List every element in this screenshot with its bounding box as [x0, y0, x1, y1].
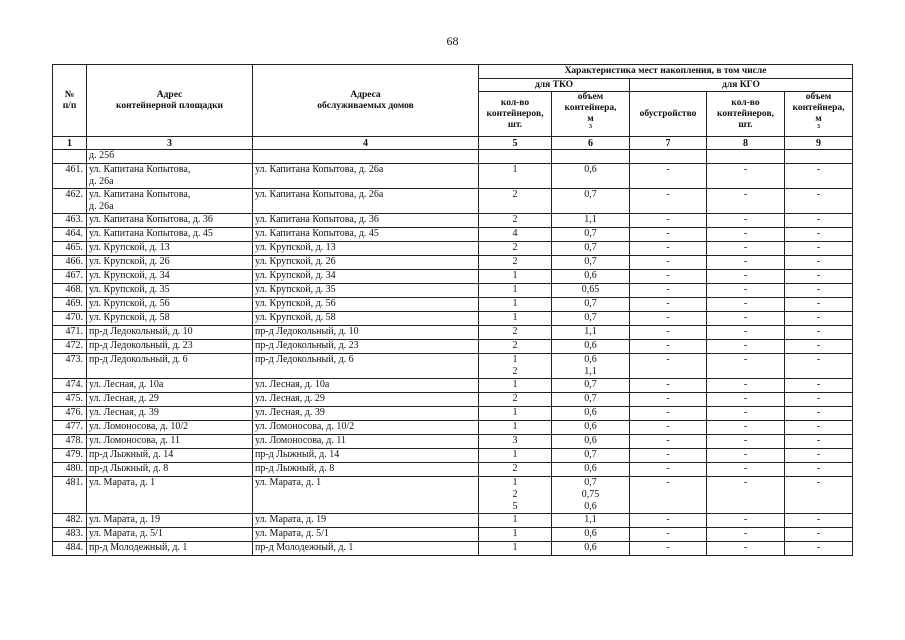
tko-container-volume: 0,7 — [552, 298, 630, 312]
arrangement: - — [630, 340, 707, 354]
tko-container-count: 2 — [479, 256, 552, 270]
tko-container-count: 2 — [479, 189, 552, 214]
tko-container-volume: 0,6 — [552, 435, 630, 449]
kgo-container-count: - — [707, 379, 785, 393]
table-row — [53, 379, 853, 393]
kgo-container-count: - — [707, 228, 785, 242]
arrangement: - — [630, 421, 707, 435]
row-number: 470. — [53, 312, 87, 326]
tko-container-volume: 0,7 — [552, 449, 630, 463]
tko-container-volume: 0,6 — [552, 463, 630, 477]
served-houses: пр-д Лыжный, д. 14 — [253, 449, 479, 463]
served-houses: ул. Марата, д. 19 — [253, 514, 479, 528]
column-number: 7 — [630, 137, 707, 150]
tko-container-volume — [552, 150, 630, 164]
container-site-address: ул. Лесная, д. 10а — [87, 379, 253, 393]
table-row — [53, 256, 853, 270]
table-row — [53, 449, 853, 463]
table-row — [53, 228, 853, 242]
kgo-container-volume: - — [785, 528, 853, 542]
row-number: 476. — [53, 407, 87, 421]
arrangement: - — [630, 379, 707, 393]
kgo-container-volume: - — [785, 242, 853, 256]
container-site-address: пр-д Ледокольный, д. 23 — [87, 340, 253, 354]
tko-container-count: 1 — [479, 514, 552, 528]
tko-container-volume: 0,7 — [552, 393, 630, 407]
table-row — [53, 354, 853, 379]
served-houses: ул. Крупской, д. 35 — [253, 284, 479, 298]
container-site-address: пр-д Лыжный, д. 14 — [87, 449, 253, 463]
served-houses: ул. Капитана Копытова, д. 36 — [253, 214, 479, 228]
column-number: 1 — [53, 137, 87, 150]
table-row — [53, 421, 853, 435]
table-row — [53, 407, 853, 421]
served-houses: ул. Капитана Копытова, д. 26а — [253, 164, 479, 189]
row-number: 477. — [53, 421, 87, 435]
tko-container-volume: 0,7 — [552, 256, 630, 270]
kgo-container-count: - — [707, 312, 785, 326]
container-site-address: ул. Капитана Копытова, д. 26а — [87, 189, 253, 214]
row-number: 463. — [53, 214, 87, 228]
arrangement: - — [630, 312, 707, 326]
column-number: 8 — [707, 137, 785, 150]
kgo-container-count: - — [707, 189, 785, 214]
row-number: 479. — [53, 449, 87, 463]
kgo-container-volume: - — [785, 393, 853, 407]
kgo-container-count: - — [707, 407, 785, 421]
served-houses: пр-д Ледокольный, д. 23 — [253, 340, 479, 354]
served-houses: пр-д Молодежный, д. 1 — [253, 542, 479, 556]
kgo-container-volume: - — [785, 284, 853, 298]
arrangement: - — [630, 542, 707, 556]
tko-container-volume: 0,6 — [552, 164, 630, 189]
kgo-container-volume: - — [785, 164, 853, 189]
served-houses: ул. Марата, д. 5/1 — [253, 528, 479, 542]
served-houses: ул. Лесная, д. 29 — [253, 393, 479, 407]
tko-container-count: 1 — [479, 379, 552, 393]
kgo-container-count — [707, 150, 785, 164]
tko-container-count: 1 — [479, 528, 552, 542]
kgo-container-volume: - — [785, 298, 853, 312]
kgo-container-volume: - — [785, 421, 853, 435]
row-number — [53, 150, 87, 164]
container-site-address: пр-д Ледокольный, д. 6 — [87, 354, 253, 379]
kgo-container-count: - — [707, 256, 785, 270]
arrangement: - — [630, 164, 707, 189]
row-number: 472. — [53, 340, 87, 354]
kgo-container-volume: - — [785, 407, 853, 421]
tko-container-count: 4 — [479, 228, 552, 242]
row-number: 483. — [53, 528, 87, 542]
tko-container-volume: 1,1 — [552, 514, 630, 528]
table-row — [53, 477, 853, 514]
header-group-kgo: для КГО — [630, 79, 853, 92]
container-site-address: ул. Капитана Копытова, д. 36 — [87, 214, 253, 228]
row-number: 464. — [53, 228, 87, 242]
kgo-container-count: - — [707, 393, 785, 407]
arrangement: - — [630, 189, 707, 214]
tko-container-count: 1 — [479, 449, 552, 463]
container-site-address: ул. Капитана Копытова, д. 45 — [87, 228, 253, 242]
tko-container-count — [479, 150, 552, 164]
column-number: 5 — [479, 137, 552, 150]
row-number: 480. — [53, 463, 87, 477]
row-number: 482. — [53, 514, 87, 528]
row-number: 462. — [53, 189, 87, 214]
row-number: 468. — [53, 284, 87, 298]
container-site-address: ул. Марата, д. 5/1 — [87, 528, 253, 542]
tko-container-count: 1 — [479, 407, 552, 421]
header-tko-volume: объем контейнера, м $^3$ — [552, 92, 630, 137]
table-row — [53, 393, 853, 407]
row-number: 473. — [53, 354, 87, 379]
tko-container-count: 1 2 5 — [479, 477, 552, 514]
kgo-container-volume: - — [785, 514, 853, 528]
row-number: 474. — [53, 379, 87, 393]
kgo-container-count: - — [707, 326, 785, 340]
kgo-container-volume — [785, 150, 853, 164]
row-number: 475. — [53, 393, 87, 407]
header-kgo-count: кол-во контейнеров, шт. — [707, 92, 785, 137]
tko-container-volume: 0,6 1,1 — [552, 354, 630, 379]
column-number: 3 — [87, 137, 253, 150]
arrangement — [630, 150, 707, 164]
table-row — [53, 284, 853, 298]
row-number: 478. — [53, 435, 87, 449]
table-row — [53, 528, 853, 542]
served-houses: ул. Лесная, д. 39 — [253, 407, 479, 421]
table-row — [53, 340, 853, 354]
tko-container-count: 1 — [479, 542, 552, 556]
tko-container-volume: 0,7 — [552, 312, 630, 326]
tko-container-volume: 1,1 — [552, 214, 630, 228]
kgo-container-count: - — [707, 284, 785, 298]
kgo-container-volume: - — [785, 228, 853, 242]
kgo-container-volume: - — [785, 463, 853, 477]
arrangement: - — [630, 528, 707, 542]
served-houses: ул. Ломоносова, д. 11 — [253, 435, 479, 449]
arrangement: - — [630, 393, 707, 407]
tko-container-count: 2 — [479, 242, 552, 256]
tko-container-volume: 0,7 — [552, 242, 630, 256]
container-site-address: ул. Крупской, д. 13 — [87, 242, 253, 256]
container-site-address: ул. Марата, д. 1 — [87, 477, 253, 514]
header-group-title: Характеристика мест накопления, в том числе — [479, 65, 853, 79]
served-houses: ул. Марата, д. 1 — [253, 477, 479, 514]
header-group-tko: для ТКО — [479, 79, 630, 92]
container-site-address: пр-д Молодежный, д. 1 — [87, 542, 253, 556]
tko-container-count: 3 — [479, 435, 552, 449]
kgo-container-count: - — [707, 463, 785, 477]
tko-container-count: 1 — [479, 270, 552, 284]
row-number: 466. — [53, 256, 87, 270]
container-site-address: ул. Ломоносова, д. 11 — [87, 435, 253, 449]
container-site-address: д. 25б — [87, 150, 253, 164]
arrangement: - — [630, 214, 707, 228]
container-site-address: пр-д Ледокольный, д. 10 — [87, 326, 253, 340]
table-row — [53, 514, 853, 528]
row-number: 481. — [53, 477, 87, 514]
container-site-address: ул. Крупской, д. 56 — [87, 298, 253, 312]
header-arrangement: обустройство — [630, 92, 707, 137]
kgo-container-volume: - — [785, 326, 853, 340]
column-number: 9 — [785, 137, 853, 150]
header-num: № п/п — [53, 65, 87, 137]
container-site-address: ул. Крупской, д. 58 — [87, 312, 253, 326]
tko-container-volume: 0,6 — [552, 407, 630, 421]
tko-container-volume: 0,7 — [552, 379, 630, 393]
arrangement: - — [630, 326, 707, 340]
kgo-container-volume: - — [785, 340, 853, 354]
container-site-address: ул. Крупской, д. 34 — [87, 270, 253, 284]
arrangement: - — [630, 449, 707, 463]
page-number: 68 — [446, 34, 459, 48]
kgo-container-volume: - — [785, 214, 853, 228]
container-site-address: ул. Крупской, д. 26 — [87, 256, 253, 270]
served-houses: пр-д Ледокольный, д. 6 — [253, 354, 479, 379]
served-houses: ул. Крупской, д. 13 — [253, 242, 479, 256]
tko-container-count: 2 — [479, 214, 552, 228]
tko-container-count: 1 2 — [479, 354, 552, 379]
served-houses — [253, 150, 479, 164]
served-houses: ул. Крупской, д. 56 — [253, 298, 479, 312]
kgo-container-count: - — [707, 435, 785, 449]
served-houses: пр-д Лыжный, д. 8 — [253, 463, 479, 477]
tko-container-volume: 0,7 — [552, 189, 630, 214]
arrangement: - — [630, 354, 707, 379]
kgo-container-count: - — [707, 514, 785, 528]
tko-container-count: 1 — [479, 284, 552, 298]
table-row — [53, 542, 853, 556]
container-site-address: ул. Лесная, д. 39 — [87, 407, 253, 421]
kgo-container-count: - — [707, 449, 785, 463]
container-site-address: ул. Капитана Копытова, д. 26а — [87, 164, 253, 189]
container-site-address: пр-д Лыжный, д. 8 — [87, 463, 253, 477]
arrangement: - — [630, 477, 707, 514]
served-houses: ул. Крупской, д. 34 — [253, 270, 479, 284]
kgo-container-count: - — [707, 270, 785, 284]
row-number: 465. — [53, 242, 87, 256]
kgo-container-count: - — [707, 242, 785, 256]
tko-container-volume: 0,65 — [552, 284, 630, 298]
tko-container-volume: 0,6 — [552, 542, 630, 556]
arrangement: - — [630, 463, 707, 477]
kgo-container-volume: - — [785, 542, 853, 556]
kgo-container-volume: - — [785, 435, 853, 449]
kgo-container-count: - — [707, 298, 785, 312]
header-houses: Адреса обслуживаемых домов — [253, 65, 479, 137]
served-houses: ул. Капитана Копытова, д. 26а — [253, 189, 479, 214]
kgo-container-count: - — [707, 214, 785, 228]
served-houses: ул. Крупской, д. 26 — [253, 256, 479, 270]
table-row — [53, 326, 853, 340]
container-site-address: ул. Лесная, д. 29 — [87, 393, 253, 407]
table-row — [53, 270, 853, 284]
table-row — [53, 312, 853, 326]
tko-container-count: 2 — [479, 463, 552, 477]
kgo-container-volume: - — [785, 354, 853, 379]
tko-container-count: 2 — [479, 393, 552, 407]
kgo-container-count: - — [707, 542, 785, 556]
arrangement: - — [630, 514, 707, 528]
tko-container-count: 1 — [479, 298, 552, 312]
arrangement: - — [630, 407, 707, 421]
header-kgo-volume: объем контейнера, м $^3$ — [785, 92, 853, 137]
header-address: Адрес контейнерной площадки — [87, 65, 253, 137]
column-number: 4 — [253, 137, 479, 150]
column-number: 6 — [552, 137, 630, 150]
container-site-address: ул. Марата, д. 19 — [87, 514, 253, 528]
kgo-container-volume: - — [785, 477, 853, 514]
table-row — [53, 435, 853, 449]
served-houses: ул. Крупской, д. 58 — [253, 312, 479, 326]
table-row — [53, 189, 853, 214]
kgo-container-volume: - — [785, 379, 853, 393]
served-houses: пр-д Ледокольный, д. 10 — [253, 326, 479, 340]
arrangement: - — [630, 270, 707, 284]
kgo-container-count: - — [707, 354, 785, 379]
container-site-address: ул. Крупской, д. 35 — [87, 284, 253, 298]
kgo-container-count: - — [707, 421, 785, 435]
kgo-container-count: - — [707, 340, 785, 354]
row-number: 469. — [53, 298, 87, 312]
kgo-container-volume: - — [785, 449, 853, 463]
tko-container-count: 1 — [479, 312, 552, 326]
served-houses: ул. Капитана Копытова, д. 45 — [253, 228, 479, 242]
arrangement: - — [630, 228, 707, 242]
table-row — [53, 242, 853, 256]
row-number: 467. — [53, 270, 87, 284]
container-site-address: ул. Ломоносова, д. 10/2 — [87, 421, 253, 435]
table-row — [53, 150, 853, 164]
header-tko-count: кол-во контейнеров, шт. — [479, 92, 552, 137]
kgo-container-volume: - — [785, 312, 853, 326]
row-number: 471. — [53, 326, 87, 340]
arrangement: - — [630, 435, 707, 449]
tko-container-count: 1 — [479, 421, 552, 435]
kgo-container-volume: - — [785, 256, 853, 270]
row-number: 484. — [53, 542, 87, 556]
table-row — [53, 463, 853, 477]
tko-container-volume: 0,6 — [552, 421, 630, 435]
served-houses: ул. Лесная, д. 10а — [253, 379, 479, 393]
kgo-container-count: - — [707, 528, 785, 542]
kgo-container-count: - — [707, 477, 785, 514]
kgo-container-volume: - — [785, 270, 853, 284]
tko-container-count: 2 — [479, 326, 552, 340]
tko-container-volume: 1,1 — [552, 326, 630, 340]
tko-container-volume: 0,6 — [552, 528, 630, 542]
tko-container-volume: 0,6 — [552, 340, 630, 354]
kgo-container-volume: - — [785, 189, 853, 214]
row-number: 461. — [53, 164, 87, 189]
arrangement: - — [630, 298, 707, 312]
arrangement: - — [630, 256, 707, 270]
tko-container-count: 2 — [479, 340, 552, 354]
tko-container-volume: 0,7 0,75 0,6 — [552, 477, 630, 514]
tko-container-volume: 0,7 — [552, 228, 630, 242]
table-row — [53, 164, 853, 189]
served-houses: ул. Ломоносова, д. 10/2 — [253, 421, 479, 435]
arrangement: - — [630, 242, 707, 256]
arrangement: - — [630, 284, 707, 298]
waste-sites-table — [52, 64, 853, 556]
table-row — [53, 298, 853, 312]
table-row — [53, 214, 853, 228]
kgo-container-count: - — [707, 164, 785, 189]
tko-container-volume: 0,6 — [552, 270, 630, 284]
tko-container-count: 1 — [479, 164, 552, 189]
